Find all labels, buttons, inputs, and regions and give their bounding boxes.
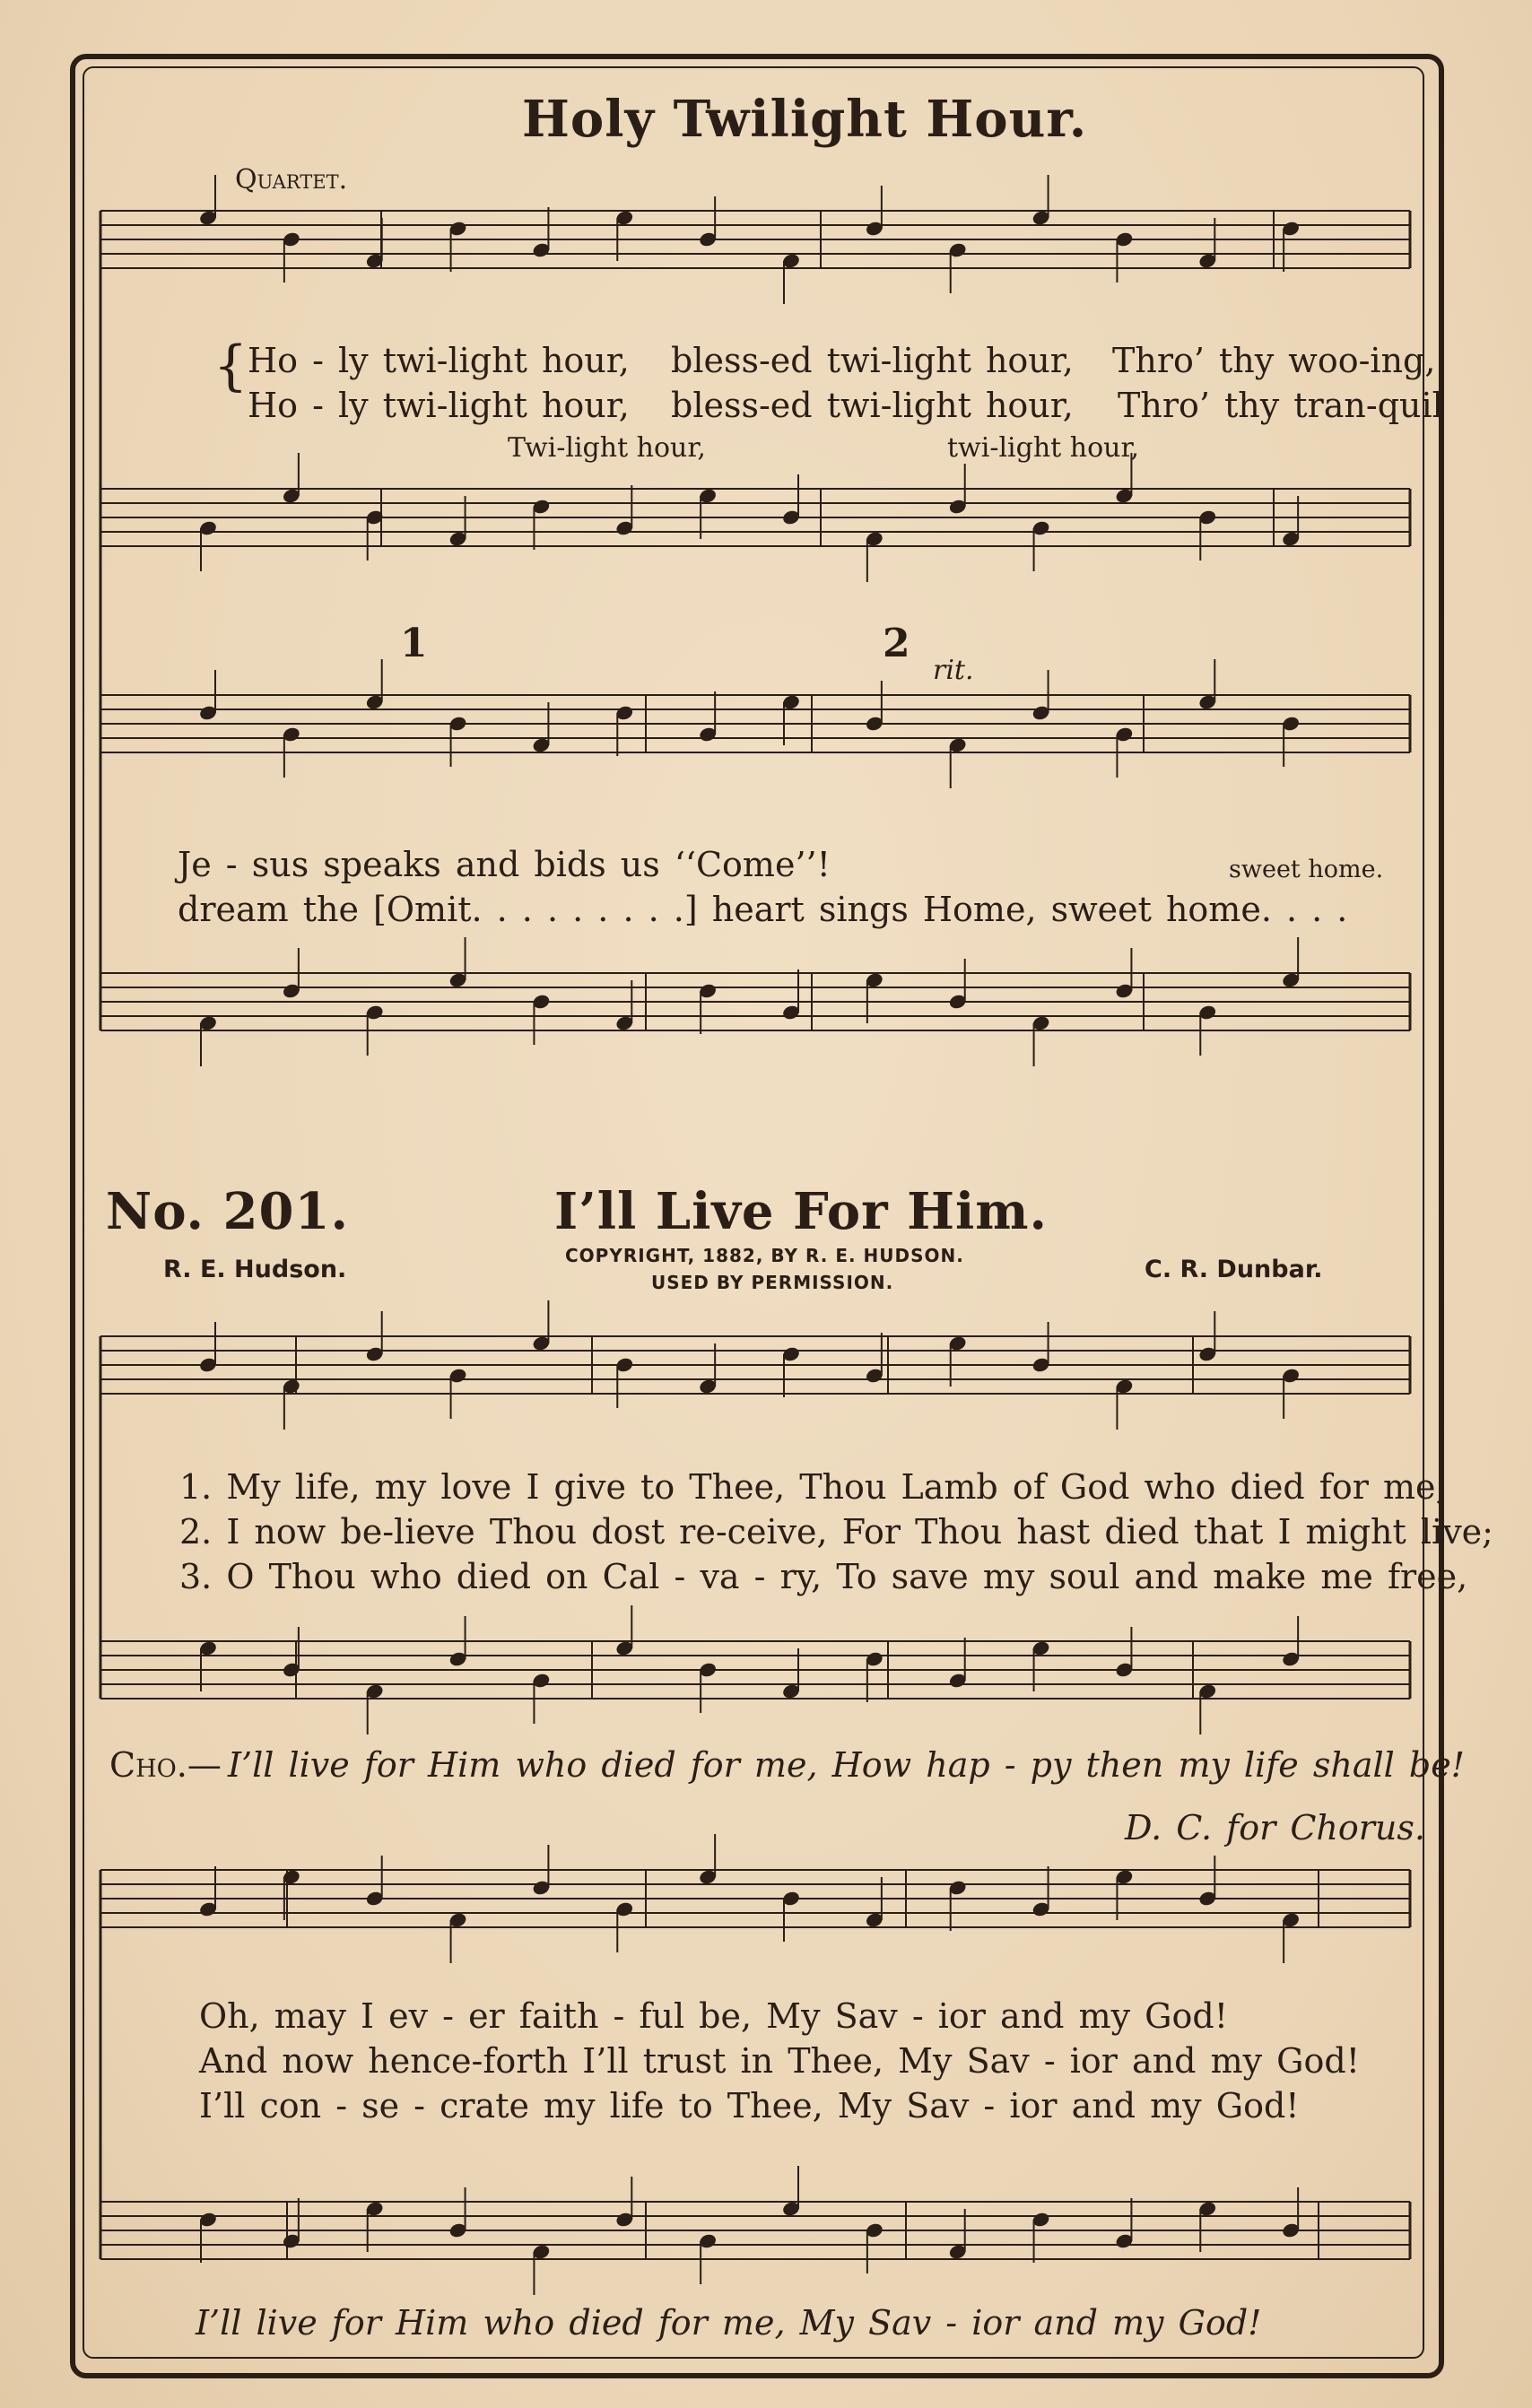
chorus-label: Cho.— [109, 1745, 222, 1785]
copyright-line-1: COPYRIGHT, 1882, BY R. E. HUDSON. [565, 1245, 964, 1266]
author-credit: C. R. Dunbar. [1145, 1256, 1323, 1283]
first-ending-number: 1 [400, 621, 428, 666]
song1-verse1-b: bless-ed twi-light hour, [671, 341, 1074, 380]
hymn-number: No. 201. [106, 1182, 349, 1241]
song2-title: I’ll Live For Him. [554, 1182, 1049, 1241]
second-ending-number: 2 [883, 621, 910, 666]
ritardando-mark: rit. [933, 655, 974, 686]
song2-verse2-b: And now hence-forth I’ll trust in Thee, My Sav - ior and my God! [199, 2041, 1360, 2081]
song1-line3: Je - sus speaks and bids us ‘‘Come’’! [178, 845, 831, 884]
song1-title: Holy Twilight Hour. [522, 90, 1088, 149]
song1-verse2-c: Thro’ thy tran-quil [1118, 386, 1443, 425]
song1-verse2-b: bless-ed twi-light hour, [671, 386, 1074, 425]
verse-brace: { [213, 335, 248, 397]
chorus-line-1: I’ll live for Him who died for me, How hap - py then my life shall be! [228, 1745, 1465, 1785]
song1-bass-echo-1: Twi-light hour, [508, 432, 706, 464]
song2-verse1-b: Oh, may I ev - er faith - ful be, My Sav - ior and my God! [199, 1996, 1228, 2036]
song2-verse1-a: 1. My life, my love I give to Thee, Thou Lamb of God who died for me; [179, 1467, 1448, 1507]
dc-direction: D. C. for Chorus. [1125, 1808, 1425, 1847]
song1-verse2-a: Ho - ly twi-light hour, [248, 386, 630, 425]
chorus-line-2: I’ll live for Him who died for me, My Sav - ior and my God! [196, 2303, 1262, 2343]
song1-sweet-home: sweet home. [1229, 856, 1384, 883]
song1-line4: dream the [Omit. . . . . . . . .] heart sings Home, sweet home. . . . [178, 890, 1348, 929]
copyright-line-2: USED BY PERMISSION. [651, 1272, 894, 1293]
song2-verse3-a: 3. O Thou who died on Cal - va - ry, To save my soul and make me free, [179, 1557, 1468, 1596]
song2-verse3-b: I’ll con - se - crate my life to Thee, My Sav - ior and my God! [199, 2086, 1300, 2125]
song2-verse2-a: 2. I now be-lieve Thou dost re-ceive, For Thou hast died that I might live; [179, 1512, 1493, 1552]
song1-verse1-c: Thro’ thy woo-ing, [1112, 341, 1436, 380]
composer-credit: R. E. Hudson. [163, 1256, 347, 1283]
song1-bass-echo-2: twi-light hour, [947, 432, 1140, 464]
song1-verse1-a: Ho - ly twi-light hour, [248, 341, 630, 380]
song1-part-label: Quartet. [235, 164, 348, 196]
